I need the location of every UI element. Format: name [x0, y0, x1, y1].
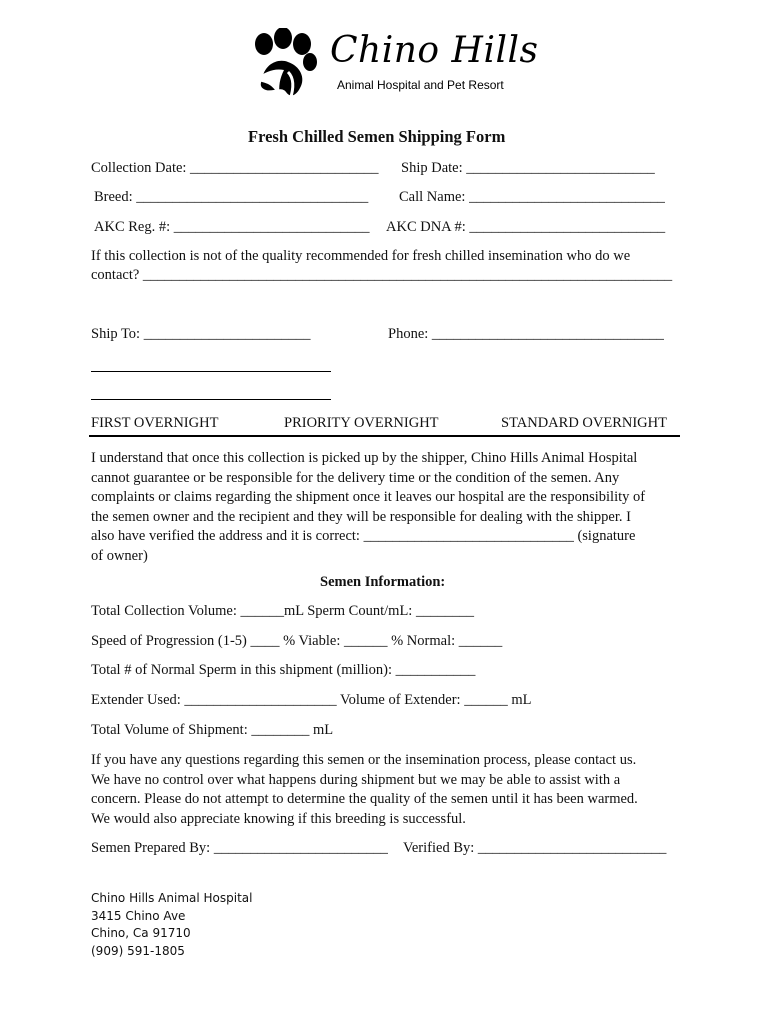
agreement-line: I understand that once this collection is picked up by the shipper, Chino Hills Animal Hospital: [91, 450, 638, 466]
breed-field[interactable]: Breed: ________________________________: [94, 189, 369, 205]
questions-line: concern. Please do not attempt to determine the quality of the semen until it has been warmed.: [91, 791, 638, 808]
form-title: Fresh Chilled Semen Shipping Form: [248, 127, 506, 146]
footer-city: Chino, Ca 91710: [91, 926, 191, 940]
collection-date-field[interactable]: Collection Date: __________________________: [91, 160, 379, 176]
option-standard-overnight[interactable]: STANDARD OVERNIGHT: [501, 415, 667, 431]
questions-paragraph: [91, 751, 691, 829]
phone-field[interactable]: Phone: ________________________________: [388, 326, 664, 342]
agreement-signature-line[interactable]: also have verified the address and it is correct: _____________________________ (signature: [91, 528, 636, 545]
clinic-name: Chino Hills: [330, 30, 539, 71]
footer-clinic-name: Chino Hills Animal Hospital: [91, 891, 253, 905]
call-name-field[interactable]: Call Name: ___________________________: [399, 189, 665, 205]
option-priority-overnight[interactable]: PRIORITY OVERNIGHT: [284, 415, 439, 431]
semen-info-heading: Semen Information:: [320, 574, 446, 590]
questions-line: We have no control over what happens during shipment but we may be able to assist with a: [91, 771, 621, 788]
agreement-line: complaints or claims regarding the shipment once it leaves our hospital are the responsibility of: [91, 489, 646, 506]
total-volume-field[interactable]: Total Volume of Shipment: ________ mL: [91, 722, 334, 738]
address-line-1[interactable]: [91, 371, 331, 372]
extender-field[interactable]: Extender Used: _____________________ Volume of Extender: ______ mL: [91, 692, 532, 708]
total-collection-field[interactable]: Total Collection Volume: ______mL Sperm Count/mL: ________: [91, 603, 474, 619]
address-line-2[interactable]: [91, 399, 331, 400]
option-first-overnight[interactable]: FIRST OVERNIGHT: [91, 415, 219, 431]
footer-address: [91, 890, 252, 960]
agreement-paragraph: [91, 449, 691, 567]
clinic-logo: [250, 28, 580, 103]
prepared-by-field[interactable]: Semen Prepared By: ________________________: [91, 840, 388, 856]
speed-progression-field[interactable]: Speed of Progression (1-5) ____ % Viable: ______ % Normal: ______: [91, 633, 503, 649]
clinic-subtitle: Animal Hospital and Pet Resort: [337, 78, 504, 92]
normal-sperm-field[interactable]: Total # of Normal Sperm in this shipment (million): ___________: [91, 662, 476, 678]
footer-street: 3415 Chino Ave: [91, 908, 186, 923]
agreement-line: the semen owner and the recipient and they will be responsible for dealing with the shipper. I: [91, 508, 631, 525]
footer-phone: (909) 591-1805: [91, 943, 185, 958]
section-divider: [89, 435, 680, 437]
questions-line: If you have any questions regarding this semen or the insemination process, please contact us.: [91, 752, 637, 768]
agreement-line: cannot guarantee or be responsible for the delivery time or the condition of the semen. Any: [91, 469, 620, 486]
questions-line: We would also appreciate knowing if this breeding is successful.: [91, 810, 466, 827]
paw-print-icon: [250, 28, 320, 103]
akc-dna-field[interactable]: AKC DNA #: ___________________________: [386, 219, 666, 235]
quality-contact-question: If this collection is not of the quality recommended for fresh chilled insemination who do we: [91, 248, 631, 264]
akc-reg-field[interactable]: AKC Reg. #: ___________________________: [94, 219, 370, 235]
verified-by-field[interactable]: Verified By: __________________________: [403, 840, 667, 856]
agreement-line: of owner): [91, 547, 148, 564]
ship-to-field[interactable]: Ship To: _______________________: [91, 326, 311, 342]
ship-date-field[interactable]: Ship Date: __________________________: [401, 160, 655, 176]
quality-contact-field[interactable]: contact? _________________________________________________________________________: [91, 267, 673, 283]
